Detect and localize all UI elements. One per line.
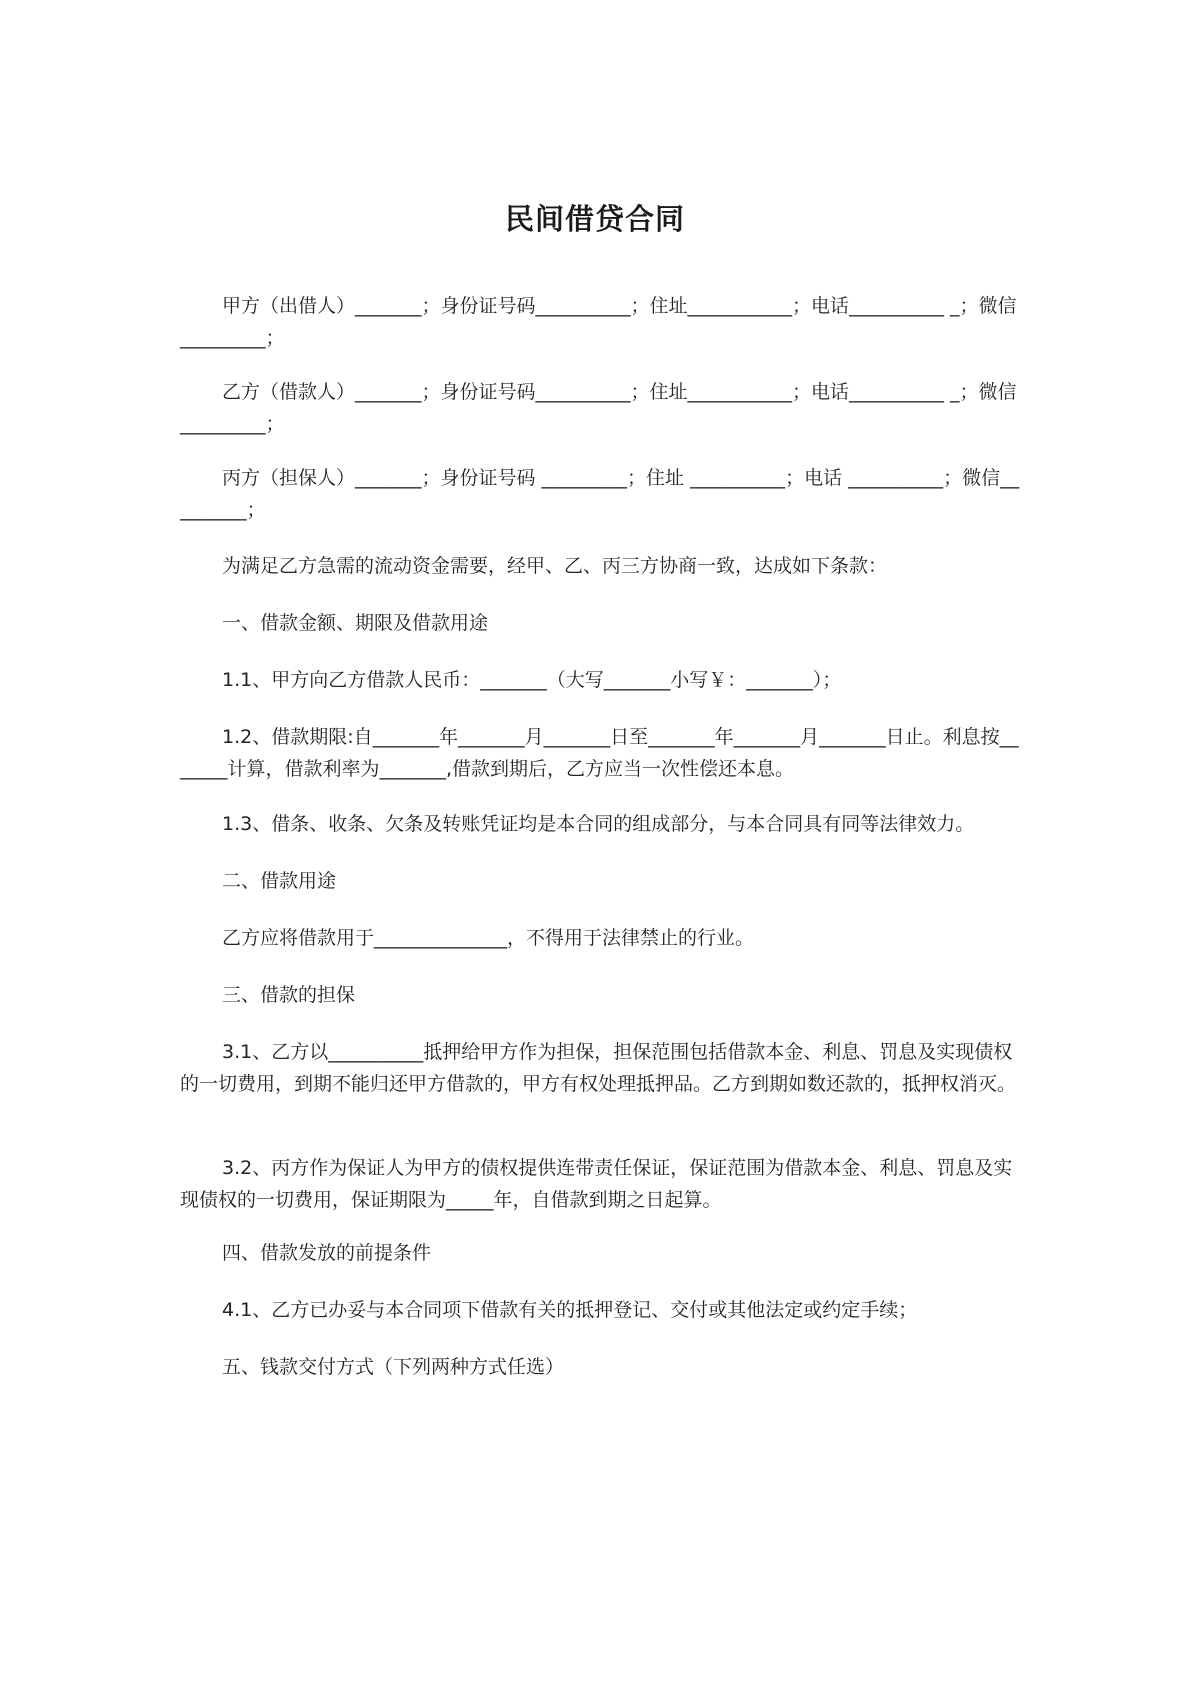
- clause-4-1: 4.1、乙方已办妥与本合同项下借款有关的抵押登记、交付或其他法定或约定手续；: [222, 1299, 918, 1321]
- clause-1-2: 1.2、借款期限:自_______年_______月_______日至_______年_______月_______日止。利息按_______计算，借款利率为_______,借款到期后，乙方应当一次性偿还本息。: [180, 726, 1019, 780]
- party-a-info: 甲方（出借人）_______；身份证号码__________；住址___________；电话__________ _；微信_________；: [180, 295, 1017, 349]
- document-title: 民间借贷合同: [504, 202, 685, 236]
- section-4-heading: 四、借款发放的前提条件: [222, 1242, 432, 1264]
- clause-1-3: 1.3、借条、收条、欠条及转账凭证均是本合同的组成部分，与本合同具有同等法律效力。: [222, 813, 975, 835]
- party-c-info: 丙方（担保人）_______；身份证号码 _________；住址 __________；电话 __________；微信_________；: [180, 467, 1020, 521]
- loan-purpose-clause: 乙方应将借款用于______________，不得用于法律禁止的行业。: [222, 927, 755, 949]
- preamble: 为满足乙方急需的流动资金需要，经甲、乙、丙三方协商一致，达成如下条款：: [222, 555, 888, 577]
- section-1-heading: 一、借款金额、期限及借款用途: [222, 612, 489, 634]
- clause-3-2: 3.2、丙方作为保证人为甲方的债权提供连带责任保证，保证范围为借款本金、利息、罚息及实现债权的一切费用，保证期限为_____年，自借款到期之日起算。: [180, 1157, 1013, 1211]
- section-3-heading: 三、借款的担保: [222, 984, 356, 1006]
- clause-3-1: 3.1、乙方以__________抵押给甲方作为担保，担保范围包括借款本金、利息、罚息及实现债权的一切费用，到期不能归还甲方借款的，甲方有权处理抵押品。乙方到期如数还款的，抵押权消灭。: [180, 1041, 1017, 1095]
- section-2-heading: 二、借款用途: [222, 870, 337, 892]
- clause-1-1: 1.1、甲方向乙方借款人民币：_______（大写_______小写￥：_______）；: [222, 669, 842, 691]
- party-b-info: 乙方（借款人）_______；身份证号码__________；住址___________；电话__________ _；微信_________；: [180, 381, 1017, 435]
- section-5-heading: 五、钱款交付方式（下列两种方式任选）: [222, 1356, 565, 1378]
